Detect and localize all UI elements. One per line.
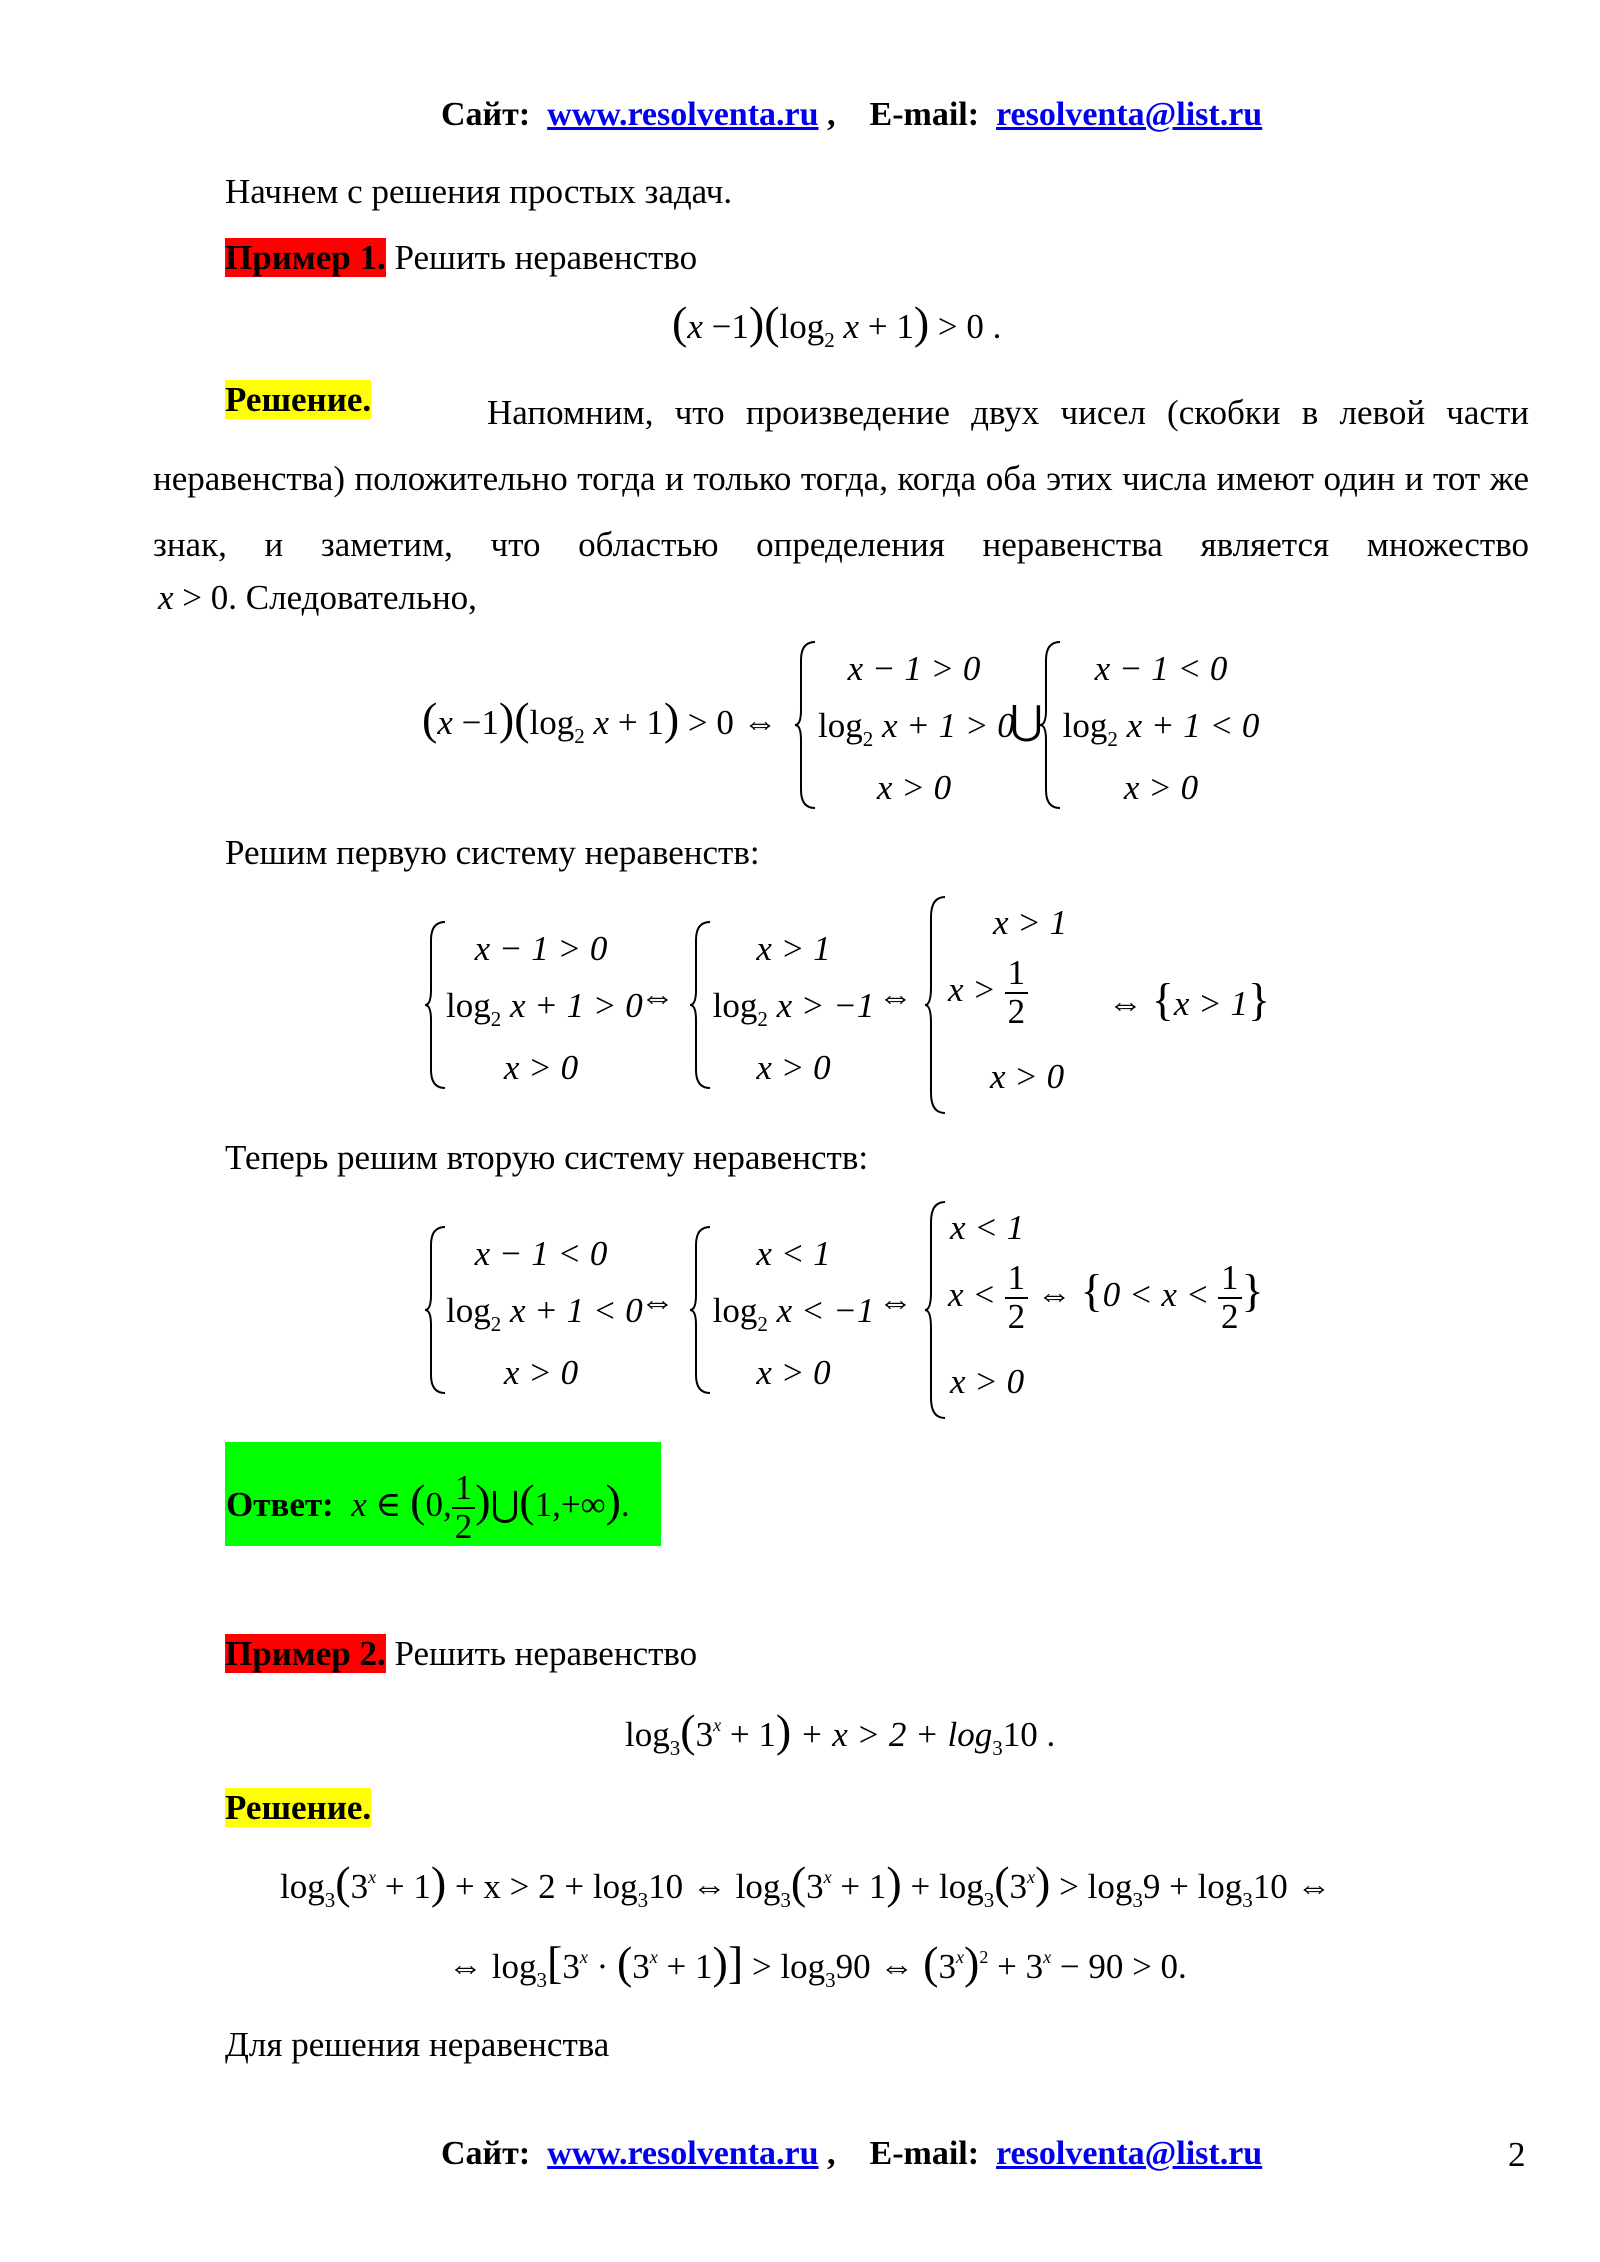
footer-site-label: Сайт:	[441, 2135, 531, 2172]
system-b: x − 1 < 0 $\log_2 x + 1 < 0$ x > 0	[1062, 649, 1260, 807]
header-comma: ,	[827, 96, 836, 133]
footer-email-link[interactable]: resolventa@list.ru	[996, 2135, 1263, 2172]
system-a: x − 1 > 0 $\log_2 x + 1 > 0$ x > 0	[818, 649, 1015, 807]
fs-brace-1	[425, 920, 447, 1090]
system-brace-a	[795, 640, 817, 810]
example1-solution-label: Решение.	[225, 380, 372, 419]
answer-line: Ответ: x ∈ (0, $\frac{1}{2}$ )⋃(1,+∞).	[226, 1468, 630, 1546]
ss-iff-1: ⇔	[640, 1282, 675, 1321]
example2-solution-label: Решение.	[225, 1788, 372, 1827]
page-number: 2	[1508, 2135, 1526, 2174]
example2-label: Пример 2.	[225, 1634, 386, 1673]
example1-domain-line: x > 0. Следовательно,	[158, 578, 477, 617]
ss-brace-2	[690, 1225, 712, 1395]
fs-s3-line2: x > $\frac{1}{2}$	[948, 955, 1028, 1031]
ss-system-2: x < 1 $\log_2 x < -1$ x > 0	[712, 1234, 875, 1392]
header-site-label: Сайт:	[441, 96, 531, 133]
page-header	[441, 96, 1262, 134]
ss-system-1: x − 1 < 0 $\log_2 x + 1 < 0$ x > 0	[446, 1234, 643, 1392]
second-system-intro: Теперь решим вторую систему неравенств:	[225, 1138, 869, 1177]
example2-closing-text: Для решения неравенства	[225, 2025, 610, 2064]
fs-iff-1: ⇔	[640, 977, 675, 1016]
example2-derivation-line1: $\log_3(3^x + 1) + x > 2 + \log_310$ ⇔ $\log_3(3^x + 1) + \log_3(3^x) > \log_39 + \log_310$ ⇔	[280, 1857, 1332, 1912]
intro-text: Начнем с решения простых задач.	[225, 172, 733, 211]
fs-brace-2	[690, 920, 712, 1090]
example1-label: Пример 1.	[225, 238, 386, 277]
fs-result: ⇔ {x > 1}	[1108, 974, 1271, 1025]
ss-s3-line2: x < $\frac{1}{2}$ ⇔ {0 < x < $\frac{1}{2}$ }	[948, 1258, 1264, 1336]
union-symbol: ⋃	[1010, 698, 1043, 743]
fs-iff-2: ⇔	[878, 977, 913, 1016]
system-brace-b	[1040, 640, 1062, 810]
fs-system-1: x − 1 > 0 $\log_2 x + 1 > 0$ x > 0	[446, 929, 643, 1087]
ss-brace-1	[425, 1225, 447, 1395]
header-email-label: E-mail:	[869, 96, 980, 133]
equivalence-lhs: $(x -1)(\log_2$ x + 1) > 0 ⇔	[422, 693, 778, 748]
example1-task: Решить неравенство	[385, 238, 698, 277]
answer-label: Ответ:	[226, 1484, 334, 1524]
fs-brace-3	[925, 895, 947, 1115]
fs-s3-line3: x > 0	[990, 1057, 1065, 1096]
page-footer	[441, 2135, 1262, 2173]
ss-iff-2: ⇔	[878, 1282, 913, 1321]
first-system-intro: Решим первую систему неравенств:	[225, 833, 760, 872]
example2-heading	[225, 1634, 697, 1674]
footer-email-label: E-mail:	[869, 2135, 980, 2172]
example2-solution-label-line	[225, 1788, 371, 1828]
example2-task: Решить неравенство	[385, 1634, 698, 1673]
example1-equation: $(x -1)(\log_2$ x + 1) > 0 .	[672, 297, 1002, 352]
footer-comma: ,	[827, 2135, 836, 2172]
fs-s3-line1: x > 1	[993, 903, 1068, 942]
ss-s3-line1: x < 1	[950, 1208, 1025, 1247]
example2-equation: $\log_3(3^x + 1) + x > 2 + \log_310$ .	[625, 1705, 1056, 1760]
example1-solution-paragraph	[153, 380, 1529, 578]
example1-solution-text: Напомним, что произведение двух чисел (скобки в левой части неравенства) положительно тогда и только тогда, когда оба этих числа имеют один и тот же знак, и заметим, что областью определения неравенства является множество	[153, 393, 1529, 564]
ss-brace-3	[925, 1200, 947, 1420]
ss-s3-line3: x > 0	[950, 1362, 1025, 1401]
header-site-link[interactable]: www.resolventa.ru	[547, 96, 819, 133]
example1-heading	[225, 238, 697, 278]
footer-site-link[interactable]: www.resolventa.ru	[547, 2135, 819, 2172]
header-email-link[interactable]: resolventa@list.ru	[996, 96, 1263, 133]
example2-derivation-line2: ⇔ $\log_3[3^x \cdot (3^x + 1)] > \log_390$ ⇔ $(3^x)^2 + 3^x - 90 > 0$.	[448, 1937, 1187, 1992]
fs-system-2: x > 1 $\log_2 x > -1$ x > 0	[712, 929, 875, 1087]
